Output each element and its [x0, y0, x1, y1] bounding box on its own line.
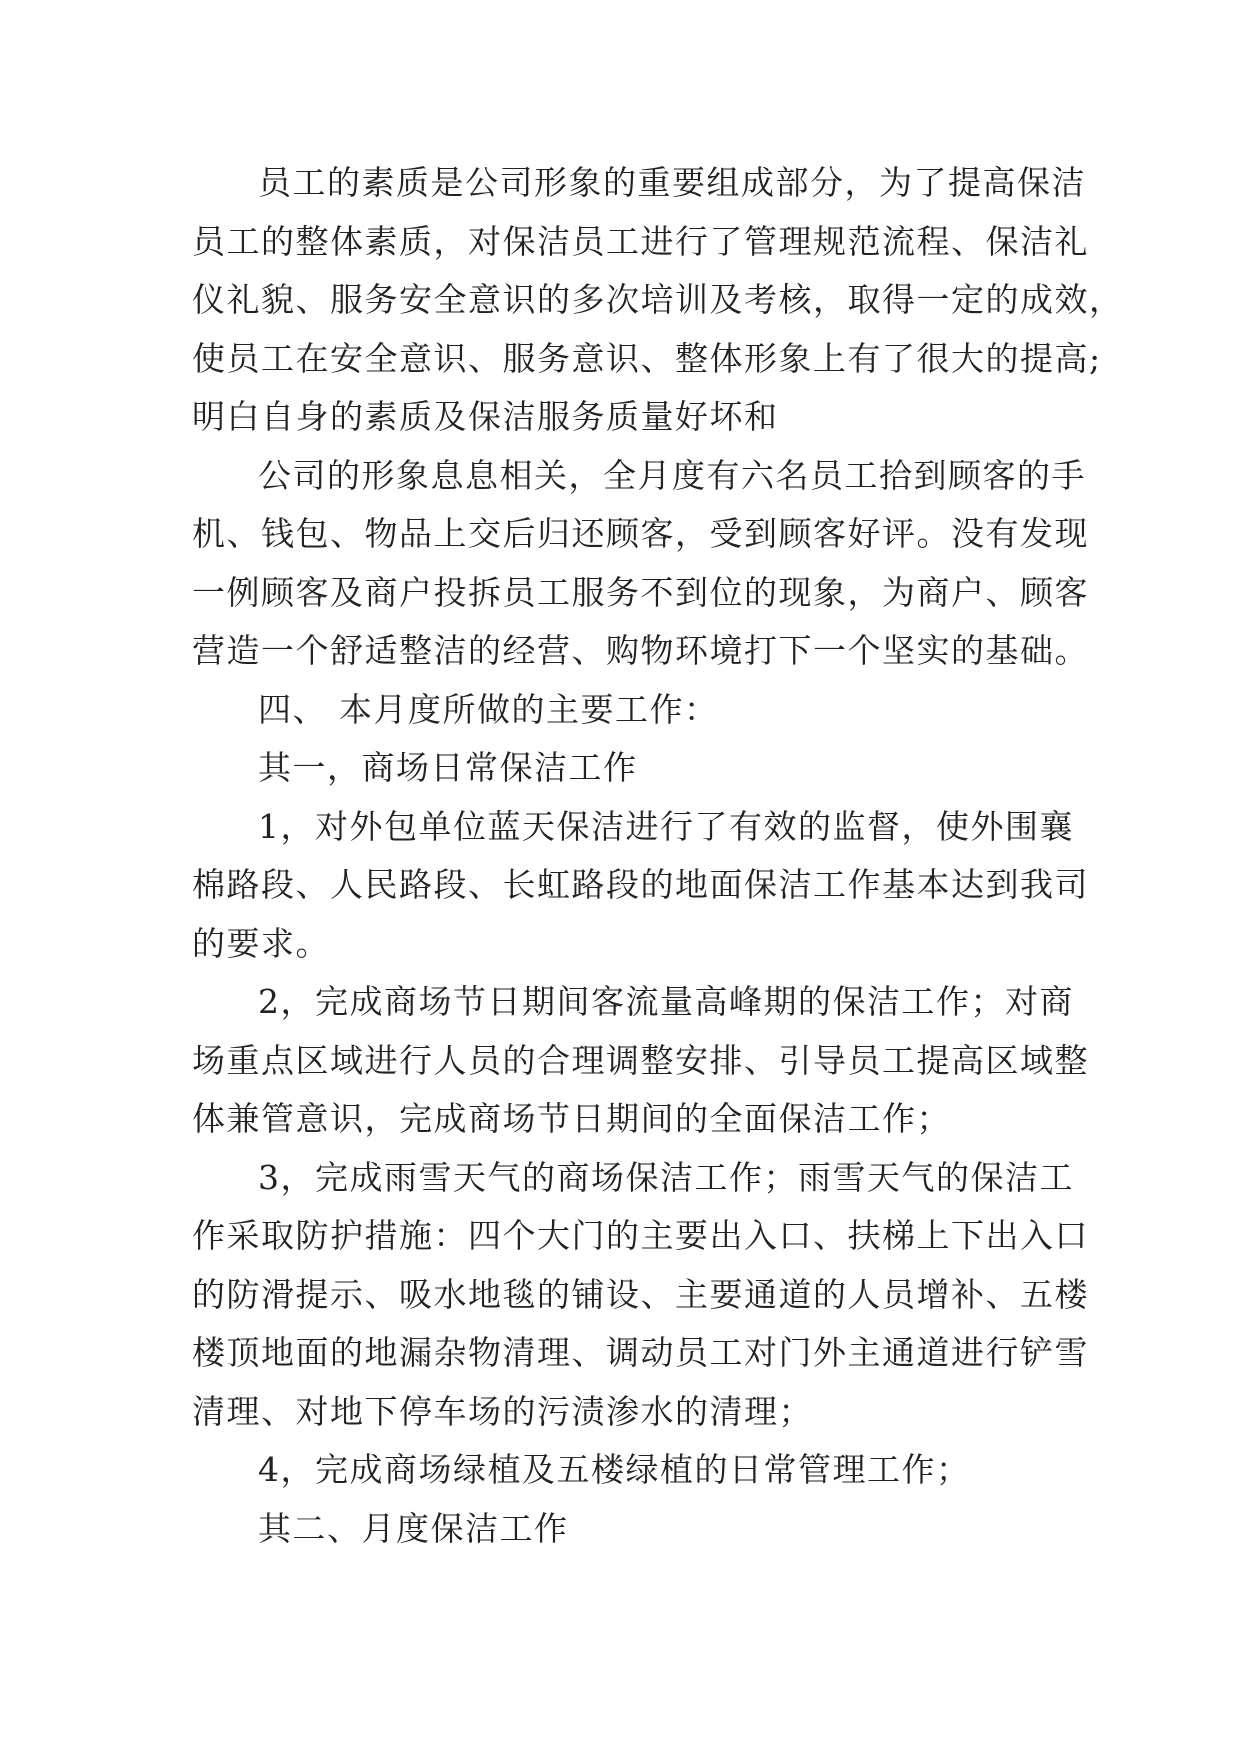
section-heading: 四、 本月度所做的主要工作：: [258, 689, 719, 729]
text-line: 员工的整体素质，对保洁员工进行了管理规范流程、保洁礼: [192, 221, 1089, 261]
text-line: 的防滑提示、吸水地毯的铺设、主要通道的人员增补、五楼: [192, 1274, 1089, 1314]
text-line: 楼顶地面的地漏杂物清理、调动员工对门外主通道进行铲雪: [192, 1333, 1089, 1372]
text-line: 使员工在安全意识、服务意识、整体形象上有了很大的提高;: [192, 338, 1102, 378]
text-line: 营造一个舒适整洁的经营、购物环境打下一个坚实的基础。: [192, 631, 1089, 670]
text-line: 场重点区域进行人员的合理调整安排、引导员工提高区域整: [192, 1040, 1089, 1080]
text-line: 2，完成商场节日期间客流量高峰期的保洁工作；对商: [258, 982, 1074, 1021]
text-line: 的要求。: [192, 923, 330, 963]
text-line: 4，完成商场绿植及五楼绿植的日常管理工作；: [258, 1450, 971, 1489]
subsection-heading: 其二、月度保洁工作: [258, 1508, 569, 1548]
text-line: 明白自身的素质及保洁服务质量好坏和: [192, 397, 779, 436]
text-line: 1，对外包单位蓝天保洁进行了有效的监督，使外围襄: [258, 806, 1074, 846]
text-line: 公司的形象息息相关，全月度有六名员工拾到顾客的手: [258, 455, 1086, 495]
text-line: 员工的素质是公司形象的重要组成部分，为了提高保洁: [258, 163, 1086, 202]
text-line: 体兼管意识，完成商场节日期间的全面保洁工作；: [192, 1099, 951, 1138]
text-line: 机、钱包、物品上交后归还顾客，受到顾客好评。没有发现: [192, 514, 1089, 553]
document-body: [192, 154, 1124, 1558]
subsection-heading: 其一，商场日常保洁工作: [258, 748, 638, 787]
text-line: 清理、对地下停车场的污渍渗水的清理；: [192, 1391, 813, 1431]
text-line: 作采取防护措施：四个大门的主要出入口、扶梯上下出入口: [192, 1216, 1089, 1255]
text-line: 仪礼貌、服务安全意识的多次培训及考核，取得一定的成效，: [192, 280, 1124, 319]
text-line: 3，完成雨雪天气的商场保洁工作；雨雪天气的保洁工: [258, 1157, 1074, 1197]
text-line: 棉路段、人民路段、长虹路段的地面保洁工作基本达到我司: [192, 865, 1089, 904]
text-line: 一例顾客及商户投拆员工服务不到位的现象，为商户、顾客: [192, 572, 1089, 612]
